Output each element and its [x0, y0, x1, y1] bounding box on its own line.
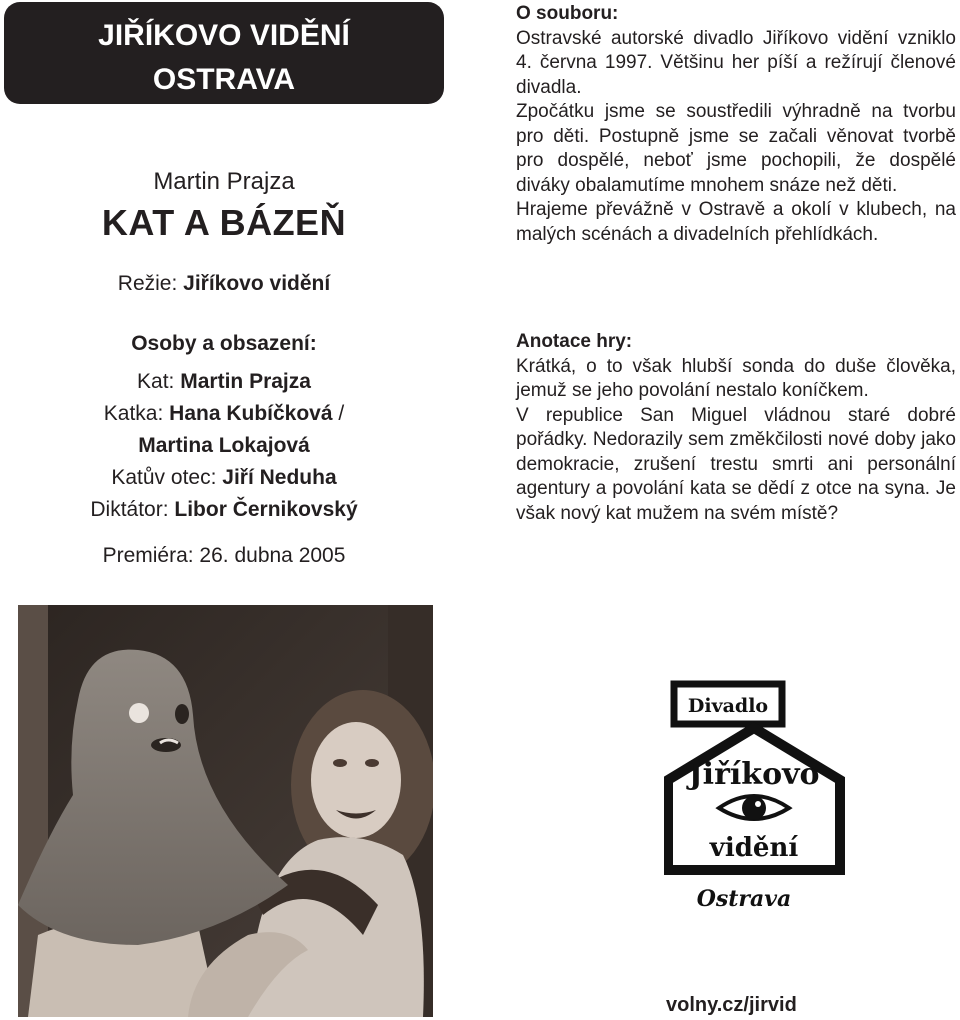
about-heading: O souboru: [516, 3, 619, 24]
role-name: Kat: [137, 370, 181, 393]
about-paragraph: Ostravské autorské divadlo Jiříkovo vidění vzniklo 4. června 1997. Většinu her píší a režírují členové divadla. [516, 27, 956, 98]
about-section [516, 2, 956, 247]
actor-separator: / [332, 402, 345, 425]
cast-heading: Osoby a obsazení: [131, 332, 317, 355]
actor-name: Martina Lokajová [138, 434, 310, 457]
cast-row [0, 462, 448, 494]
actor-name: Jiří Neduha [222, 466, 337, 489]
director-label: Režie: [117, 272, 184, 295]
actor-name: Libor Černikovský [174, 498, 358, 521]
about-paragraph: Hrajeme převážně v Ostravě a okolí v klubech, na malých scénách a divadelních přehlídkách. [516, 199, 956, 245]
annotation-paragraph: V republice San Miguel vládnou staré dobré pořádky. Nedorazily sem změkčilosti nové doby jako demokracie, zrušení trestu smrti ani personální agentury a povolání kata se dědí z otce na syna. Je však nový kat mužem na svém místě? [516, 404, 956, 524]
role-name: Diktátor: [90, 498, 175, 521]
cast-row [0, 430, 448, 462]
cast-row [0, 366, 448, 398]
annotation-heading: Anotace hry: [516, 331, 633, 352]
annotation-paragraph: Krátká, o to však hlubší sonda do duše člověka, jemuž se jeho povolání nestalo koníčkem. [516, 355, 956, 401]
logo-city: Ostrava [696, 886, 792, 910]
play-title: KAT A BÁZEŇ [101, 202, 347, 243]
role-name: Katův otec: [111, 466, 223, 489]
role-name: Katka: [103, 402, 170, 425]
actor-name: Martin Prajza [180, 370, 311, 393]
header-line1: JIŘÍKOVO VIDĚNÍ [98, 19, 350, 52]
logo-top-text: Divadlo [687, 695, 769, 717]
logo-name2: vidění [709, 833, 799, 863]
director-name: Jiříkovo vidění [183, 272, 331, 295]
premiere-date: Premiéra: 26. dubna 2005 [102, 544, 346, 567]
actor-name: Hana Kubíčková [169, 402, 333, 425]
play-author: Martin Prajza [153, 168, 295, 195]
director-line [0, 272, 448, 296]
theatre-logo [664, 680, 850, 910]
header-line2: OSTRAVA [152, 63, 296, 96]
stage-photo [18, 605, 433, 1017]
theatre-logo-emblem [664, 680, 850, 910]
header-badge [4, 2, 444, 104]
stage-photo-illustration [18, 605, 433, 1017]
cast-row [0, 398, 448, 430]
website-url[interactable]: volny.cz/jirvid [666, 994, 797, 1016]
cast-row [0, 494, 448, 526]
logo-name1: Jiříkovo [688, 757, 820, 792]
cast-list [0, 366, 448, 526]
about-paragraph: Zpočátku jsme se soustředili výhradně na tvorbu pro děti. Postupně jsme se začali věnovat tvorbě pro dospělé, neboť jsme pochopili, že dospělé diváky obalamutíme mnohem snáze než děti. [516, 101, 956, 196]
annotation-section [516, 330, 956, 526]
